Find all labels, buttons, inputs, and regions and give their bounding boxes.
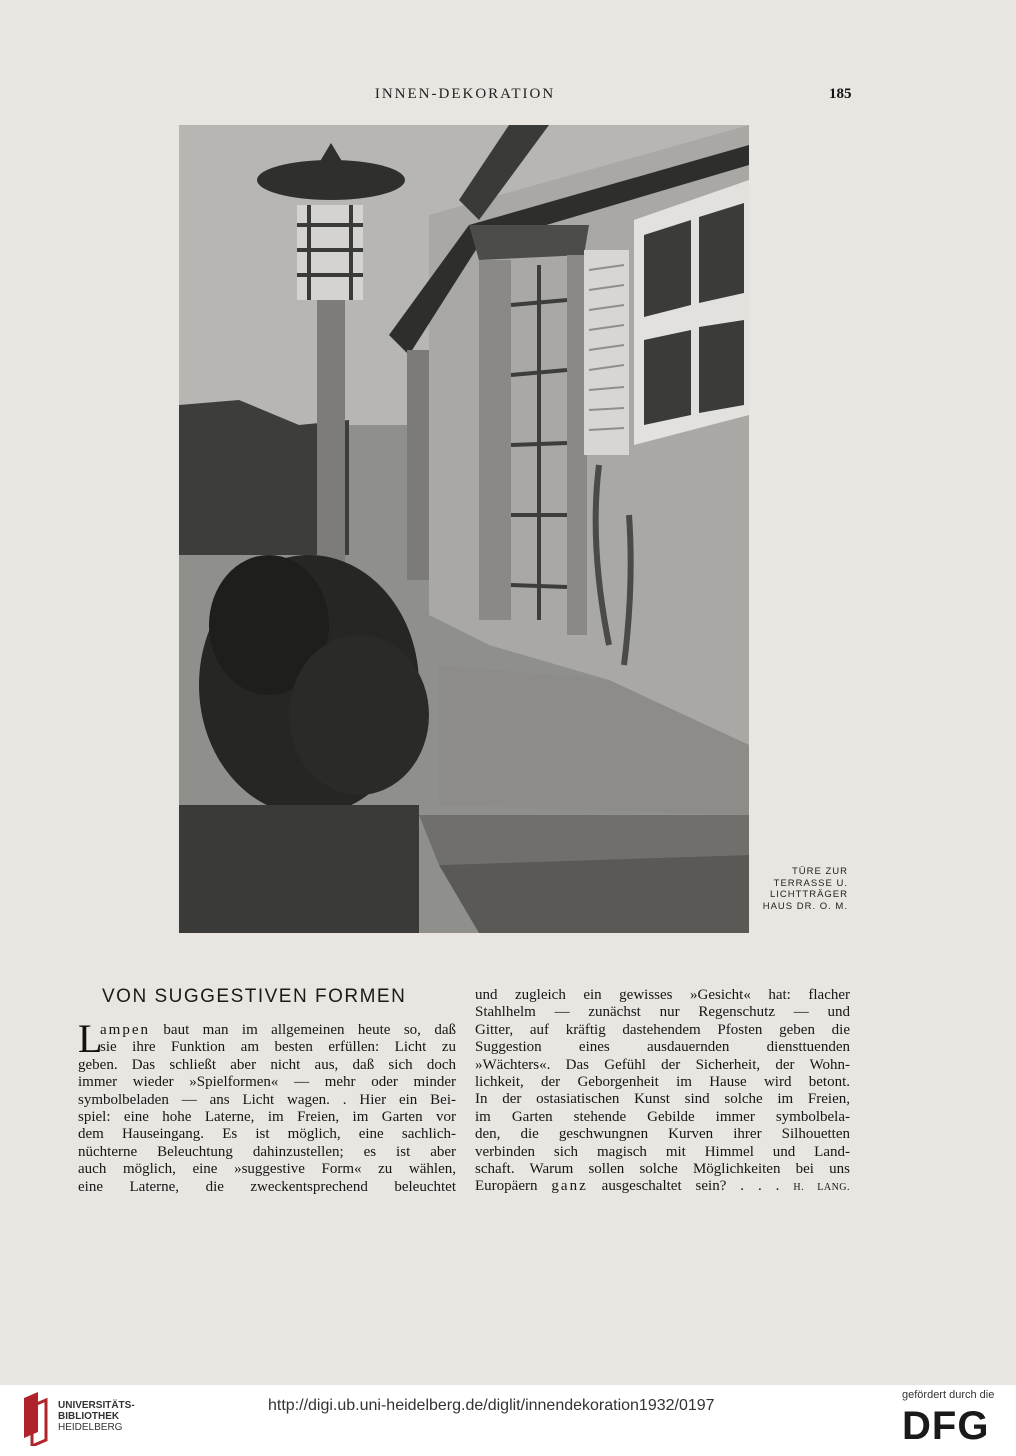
page-number: 185 xyxy=(829,86,852,102)
caption-line: LICHTTRÄGER xyxy=(769,889,848,900)
institution-line: UNIVERSITÄTS- xyxy=(58,1400,135,1411)
text-line: immer wieder »Spielformen« — mehr oder minder xyxy=(78,1074,456,1091)
author-signature: H. LANG. xyxy=(793,1182,851,1194)
drop-cap: L xyxy=(78,1016,103,1061)
spaced-word: ganz xyxy=(551,1178,588,1195)
text-line: eine Laterne, die zweckentsprechend beleuchtet xyxy=(78,1178,456,1195)
spaced-word: ampen xyxy=(100,1022,150,1038)
line-end: ausgeschaltet sein? . . . xyxy=(587,1178,780,1195)
text-line: geben. Das schließt aber nicht aus, daß sich doch xyxy=(78,1056,456,1073)
permalink-url[interactable]: http://digi.ub.uni-heidelberg.de/diglit/innendekoration1932/0197 xyxy=(268,1397,715,1414)
photograph-lantern-terrace xyxy=(179,125,749,933)
institution-line: HEIDELBERG xyxy=(58,1422,123,1433)
sponsor-label: gefördert durch die xyxy=(902,1389,995,1401)
text-line: verbinden sich magisch mit Himmel und Land- xyxy=(475,1143,850,1160)
text-line-last xyxy=(475,1178,850,1196)
text-line: und zugleich ein gewisses »Gesicht« hat: flacher xyxy=(475,987,850,1003)
text-line: Stahlhelm — zunächst nur Regenschutz — und xyxy=(475,1004,850,1021)
text-line: im Garten stehende Gebilde immer symbolbela- xyxy=(475,1108,850,1125)
institution-name xyxy=(58,1400,135,1433)
text-line: den, die geschwungnen Kurven ihrer Silhouetten xyxy=(475,1126,850,1143)
article-title: VON SUGGESTIVEN FORMEN xyxy=(102,986,407,1007)
text-line: dem Hauseingang. Es ist möglich, eine sachlich- xyxy=(78,1126,456,1143)
university-library-logo-icon xyxy=(20,1392,50,1446)
dfg-logo: DFG xyxy=(902,1404,990,1448)
photo-illustration xyxy=(179,125,749,933)
right-column xyxy=(475,987,850,1197)
text-line: nüchterne Beleuchtung dahinzustellen; es ist aber xyxy=(78,1143,456,1160)
line-rest: baut man im allgemeinen heute so, daß xyxy=(149,1022,456,1038)
text-line: Suggestion eines ausdauernden diensttuenden xyxy=(475,1039,850,1056)
photo-caption xyxy=(752,866,848,912)
text-line: In der ostasiatischen Kunst sind solche im Freien, xyxy=(475,1091,850,1108)
caption-line: TERRASSE U. xyxy=(773,877,848,889)
running-head: INNEN-DEKORATION xyxy=(374,86,556,102)
institution-line: BIBLIOTHEK xyxy=(58,1411,120,1422)
text-line xyxy=(78,1022,456,1039)
text-line: schaft. Warum sollen solche Möglichkeiten bei uns xyxy=(475,1161,850,1178)
text-line: Gitter, auf kräftig dastehendem Pfosten geben die xyxy=(475,1021,850,1038)
text-line: lichkeit, der Geborgenheit im Hause wird betont. xyxy=(475,1074,850,1091)
line-start: Europäern xyxy=(475,1178,552,1195)
left-column xyxy=(78,1016,456,1196)
caption-line: TÜRE ZUR xyxy=(791,866,848,877)
text-line: spiel: eine hohe Laterne, im Freien, im Garten vor xyxy=(78,1109,456,1126)
text-line: auch möglich, eine »suggestive Form« zu wählen, xyxy=(78,1161,456,1178)
digitization-footer xyxy=(0,1385,1016,1456)
text-line: symbolbeladen — ans Licht wagen. . Hier ein Bei- xyxy=(78,1091,456,1108)
caption-line: HAUS DR. O. M. xyxy=(762,900,848,912)
text-line: sie ihre Funktion am besten erfüllen: Licht zu xyxy=(100,1039,456,1056)
text-line: »Wächters«. Das Gefühl der Sicherheit, der Wohn- xyxy=(475,1056,850,1073)
